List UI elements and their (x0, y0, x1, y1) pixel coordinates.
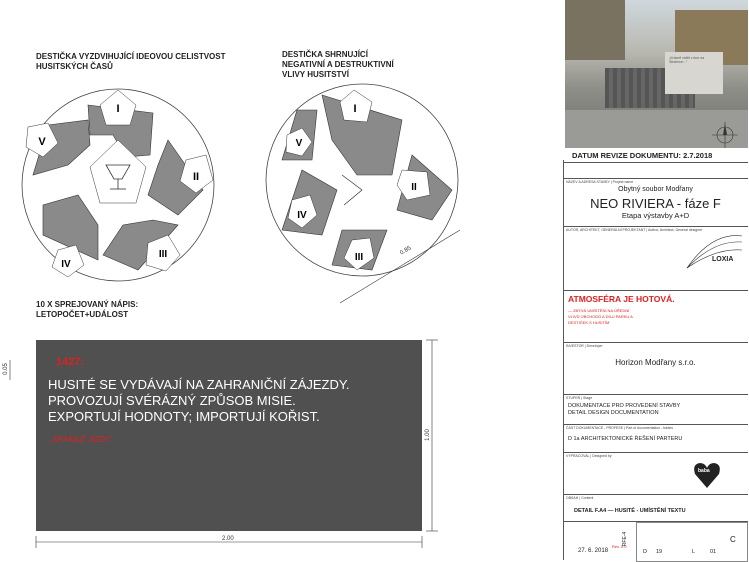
stage-cz: DOKUMENTACE PRO PROVEDENÍ STAVBY (568, 403, 681, 409)
tb-sep-9 (563, 494, 748, 495)
stage-en: DETAIL DESIGN DOCUMENTATION (568, 410, 659, 416)
cell-4: 01 (710, 549, 717, 555)
project-label: NÁZEV A ADRESA STAVBY | Project name (566, 180, 634, 184)
dimension-line-diagonal (330, 225, 470, 310)
label-spray-text: 10 X SPREJOVANÝ NÁPIS: LETOPOČET+UDÁLOST (36, 300, 139, 319)
panel-dimension-lines (0, 330, 450, 550)
tb-sep-4 (563, 290, 748, 291)
svg-text:V: V (38, 136, 46, 148)
svg-text:II: II (192, 171, 200, 183)
revision-date: DATUM REVIZE DOKUMENTU: 2.7.2018 (572, 151, 713, 160)
content-label: OBSAH | Content (566, 496, 594, 500)
label-right-plaque: DESTIČKA SHRNUJÍCÍ NEGATIVNÍ A DESTRUKTIVNÍ VLIVY HUSITSTVÍ (282, 50, 394, 79)
loxia-logo (682, 232, 744, 272)
content-name: DETAIL F.A4 — HUSITÉ - UMÍSTĚNÍ TEXTU (574, 508, 686, 514)
investor-name: Horizon Modřany s.r.o. (615, 358, 696, 367)
svg-text:I: I (116, 103, 120, 115)
cell-3: L (692, 549, 696, 555)
cell-2: 19 (656, 549, 663, 555)
section-note-3: DESTIČEK S HUSITÍM (568, 320, 610, 325)
svg-text:V: V (295, 138, 303, 149)
svg-text:II: II (411, 182, 417, 193)
designer-label: VYPRACOVAL | Designed by (566, 454, 612, 458)
panel-line-1: HUSITÉ SE VYDÁVAJÍ NA ZAHRANIČNÍ ZÁJEZDY. (48, 377, 350, 392)
project-name: NEO RIVIERA - fáze F (590, 196, 721, 211)
tb-sep-2 (563, 178, 748, 179)
label-left-plaque: DESTIČKA VYZDVIHUJÍCÍ IDEOVOU CELISTVOST HUSITSKÝCH ČASŮ (36, 52, 226, 71)
section-note-2: VLIVŮ OBCHODŮ A DÍLU PARKU A (568, 314, 633, 319)
part-label: ČÁST DOKUMENTACE - PROFESE | Part of documentation - trades (566, 426, 673, 430)
doc-rev: Rev. 0.0 (612, 544, 627, 549)
photo-plaque-text: „Krásně vidět v tom na Strahove...“ (669, 56, 705, 64)
author-label: AUTOR, ARCHITEKT, GENERÁLNÍ PROJEKTANT | Author, Architect, General designer (566, 228, 703, 232)
section-notes (568, 308, 633, 326)
photo-plaque (665, 52, 723, 94)
tb-sep-5 (563, 342, 748, 343)
stage-label: STUPEŇ | Stage (566, 396, 593, 400)
tb-sep-3 (563, 226, 748, 227)
svg-text:III: III (354, 252, 364, 263)
baba-badge-icon (692, 460, 722, 490)
panel-year: 1427: (56, 356, 85, 368)
tb-tiny-1: . (566, 164, 567, 168)
section-note-1: — ZBÝVÁ UMÍSTĚNÍ NA ÚŘEDNÍ (568, 308, 630, 313)
svg-text:IV: IV (61, 259, 71, 270)
part-name: D 1a ARCHITEKTONICKÉ ŘEŠENÍ PARTERU (568, 436, 683, 442)
dimension-side: 0.05 (2, 363, 9, 375)
project-small: Obytný soubor Modřany (618, 186, 693, 193)
panel-subtitle: „SPANILÉ JÍZDY“ (50, 435, 113, 444)
project-stage: Etapa výstavby A+D (621, 211, 690, 220)
sheet-letter: C (730, 535, 736, 544)
panel-line-3: EXPORTUJÍ HODNOTY; IMPORTUJÍ KOŘIST. (48, 409, 320, 424)
cell-1: D (643, 549, 647, 555)
tb-sep-6 (563, 394, 748, 395)
plaque-circle-left (18, 85, 218, 285)
svg-text:IV: IV (297, 210, 307, 221)
badge-text: baba (698, 468, 710, 474)
doc-date: 27. 6. 2018 (578, 548, 609, 554)
dimension-width: 2.00 (222, 536, 234, 542)
tb-sep-7 (563, 424, 748, 425)
sheet-code: RFE-4 (622, 531, 629, 547)
tb-sep-8 (563, 452, 748, 453)
svg-text:III: III (158, 249, 168, 260)
dimension-height: 1.00 (424, 429, 431, 441)
photo-building (565, 0, 625, 60)
investor-label: INVESTOR | Developer (566, 344, 603, 348)
compass-icon (710, 120, 740, 150)
logo-text: LOXIA (712, 256, 734, 263)
section-title: ATMOSFÉRA JE HOTOVÁ. (568, 294, 675, 304)
panel-line-2: PROVOZUJÍ SVÉRÁZNÝ ZPŮSOB MISIE. (48, 393, 296, 408)
tb-sep-1 (563, 162, 748, 164)
dimension-circle: 0.85 (399, 245, 413, 257)
svg-text:I: I (353, 103, 357, 115)
